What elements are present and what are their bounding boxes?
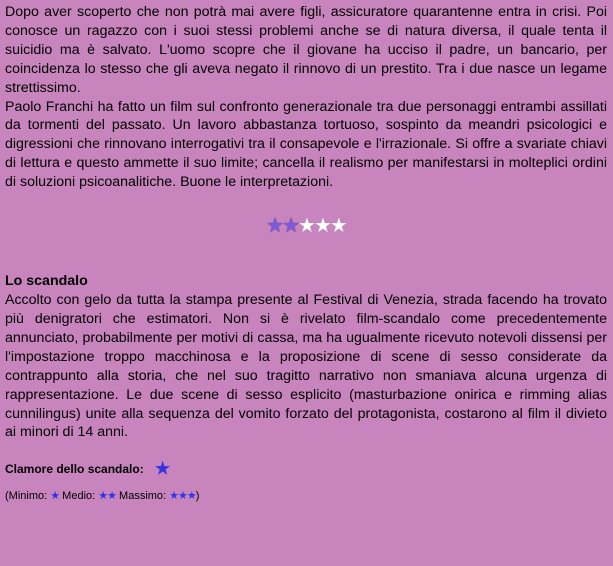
section-title-scandalo: Lo scandalo (5, 273, 88, 290)
clamore-star-icon: ★ (155, 459, 171, 479)
legend-medio-label: Medio: (59, 490, 99, 503)
star-empty-icon: ★ (313, 215, 330, 238)
star-rating (5, 215, 607, 237)
star-empty-icon: ★ (298, 215, 314, 238)
clamore-label: Clamore dello scandalo: (5, 462, 144, 477)
legend-open: (Minimo: (5, 490, 51, 503)
scandalo-paragraph: Accolto con gelo da tutta la stampa presente al Festival di Venezia, strada facendo ha trovato più denigratori che estimatori. Non si è rivelato film-scandalo come precedentemente annunciato, probabilmente per motivi di cassa, ma ha ugualmente ricevuto notevoli dissensi per l'impostazione troppo macchinosa e la proposizione di scene di sesso considerate da contrappunto alla storia, che nel suo tragitto narrativo non smaniava alcuna urgenza di rappresentazione. Le due scene di sesso esplicito (masturbazione onirica e rimming alias cunnilingus) unite alla sequenza del vomito forzato del protagonista, costarono al film il divieto ai minori di 14 anni. (5, 292, 607, 441)
star-filled-icon: ★ (266, 215, 283, 238)
legend-min-star-icon: ★ (50, 490, 60, 503)
star-empty-icon: ★ (329, 215, 346, 238)
clamore-row (5, 459, 607, 479)
star-filled-icon: ★ (282, 215, 299, 238)
legend-massimo-star-icon: ★★★ (169, 490, 196, 503)
critique-paragraph: Paolo Franchi ha fatto un film sul confronto generazionale tra due personaggi entrambi assillati da tormenti del passato. Un lavoro abbastanza tortuoso, sospinto da meandri psicologici e digressioni che rinnovano interrogativi tra il consapevole e l'irrazionale. Si offre a svariate chiavi di lettura e questo ammette il suo limite; cancella il realismo per manifestarsi in molteplici ordini di soluzioni psicoanalitiche. Buone le interpretazioni. (5, 98, 607, 191)
legend-massimo-label: Massimo: (115, 490, 170, 503)
legend-medio-star-icon: ★★ (98, 490, 116, 503)
plot-paragraph: Dopo aver scoperto che non potrà mai avere figli, assicuratore quarantenne entra in crisi. Poi conosce un ragazzo con i suoi stessi problemi anche se di natura diversa, il quale tenta il suicidio ma è salvato. L'uomo scopre che il giovane ha ucciso il padre, un bancario, per coincidenza lo stesso che gli aveva negato il rinnovo di un prestito. Tra i due nasce un legame strettissimo. (5, 4, 607, 96)
scandal-legend (5, 488, 607, 504)
legend-close: ) (195, 490, 200, 503)
